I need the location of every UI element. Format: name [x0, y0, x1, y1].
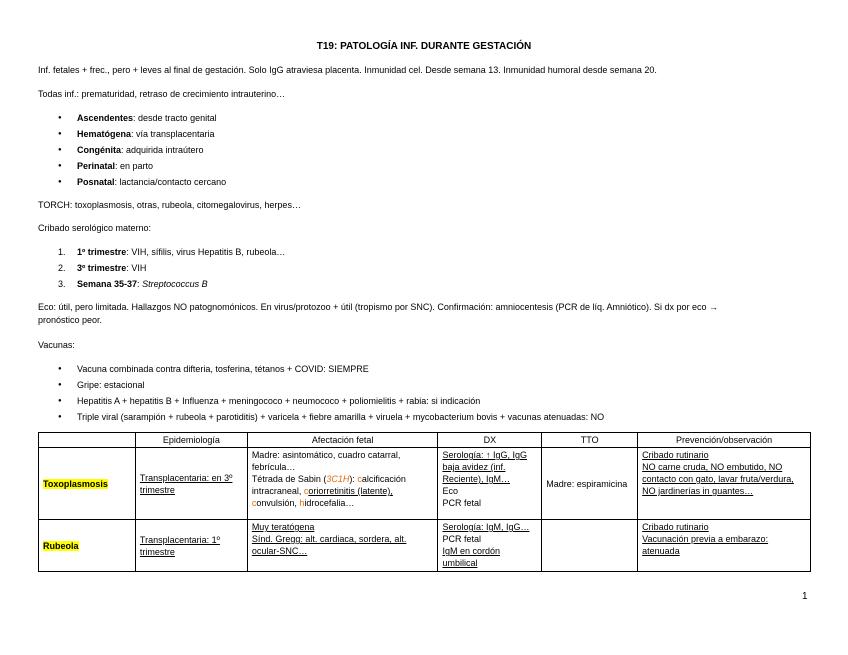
table-cell [542, 520, 638, 572]
torch-paragraph: TORCH: toxoplasmosis, otras, rubeola, citomegalovirus, herpes… [38, 200, 301, 210]
list-item: ● Congénita: adquirida intraútero [38, 142, 226, 158]
table-cell: Transplacentaria: en 3º trimestre [135, 448, 247, 520]
list-item: ● Posnatal: lactancia/contacto cercano [38, 174, 226, 190]
vaccines-title: Vacunas: [38, 340, 75, 350]
intro-paragraph: Inf. fetales + frec., pero + leves al final de gestación. Solo IgG atraviesa placenta. Inmunidad cel. Desde semana 13. Inmunidad humoral desde semana 20. [38, 65, 657, 75]
table-cell: Cribado rutinario NO carne cruda, NO embutido, NO contacto con gato, lavar fruta/verdura, NO jardinerías in guantes… [638, 448, 811, 520]
screening-title: Cribado serológico materno: [38, 223, 152, 233]
eco-paragraph: Eco: útil, pero limitada. Hallazgos NO patognomónicos. En virus/protozoo + útil (tropismo por SNC). Confirmación: amniocentesis (PCR de líq. Amniótico). Si dx por eco → pronóstico peor. [38, 302, 719, 325]
list-item: ● Perinatal: en parto [38, 158, 226, 174]
table-header: Prevención/observación [638, 433, 811, 448]
table-cell: Toxoplasmosis [39, 448, 136, 520]
table-header: Afectación fetal [247, 433, 438, 448]
infections-table [38, 432, 811, 572]
table-header-row [39, 433, 811, 448]
table-row [39, 520, 811, 572]
list-item: ● Hematógena: vía transplacentaria [38, 126, 226, 142]
vaccines-list [38, 361, 604, 425]
table-cell: Rubeola [39, 520, 136, 572]
list-item: ● Ascendentes: desde tracto genital [38, 110, 226, 126]
table-header: Epidemiología [135, 433, 247, 448]
table-cell: Transplacentaria: 1º trimestre [135, 520, 247, 572]
table-header: DX [438, 433, 542, 448]
list-item: ● Gripe: estacional [38, 377, 604, 393]
list-item: ● Hepatitis A + hepatitis B + Influenza + meningococo + neumococo + poliomielitis + rabia: si indicación [38, 393, 604, 409]
table-cell: Cribado rutinario Vacunación previa a embarazo: atenuada [638, 520, 811, 572]
list-item: 3. Semana 35-37: Streptococcus B [58, 279, 208, 289]
page-title: T19: PATOLOGÍA INF. DURANTE GESTACIÓN [316, 41, 532, 52]
all-infections-paragraph: Todas inf.: prematuridad, retraso de crecimiento intrauterino… [38, 89, 286, 99]
table-cell: Muy teratógena Sínd. Gregg: alt. cardiaca, sordera, alt. ocular-SNC… [247, 520, 438, 572]
table-cell: Madre: espiramicina [542, 448, 638, 520]
table-cell: Madre: asintomático, cuadro catarral, febrícula… Tétrada de Sabin (3C1H): calcificación intracraneal, coriorretinitis (latente), convulsión, hidrocefalia… [247, 448, 438, 520]
table-row [39, 448, 811, 520]
table-cell: Serología: IgM, IgG… PCR fetal IgM en cordón umbilical [438, 520, 542, 572]
list-item: ● Vacuna combinada contra difteria, tosferina, tétanos + COVID: SIEMPRE [38, 361, 604, 377]
table-header: TTO [542, 433, 638, 448]
page-number: 1 [802, 591, 808, 602]
list-item: ● Triple viral (sarampión + rubeola + parotiditis) + varicela + fiebre amarilla + viruela + mycobacterium bovis + vacunas atenuadas: NO [38, 409, 604, 425]
screening-list [38, 244, 285, 292]
list-item: 1. 1º trimestre: VIH, sífilis, virus Hepatitis B, rubeola… [58, 247, 286, 257]
routes-list [38, 110, 226, 190]
list-item: 2. 3º trimestre: VIH [58, 263, 147, 273]
table-header [39, 433, 136, 448]
table-cell: Serología: ↑ IgG, IgG baja avidez (inf. Reciente), IgM… Eco PCR fetal [438, 448, 542, 520]
